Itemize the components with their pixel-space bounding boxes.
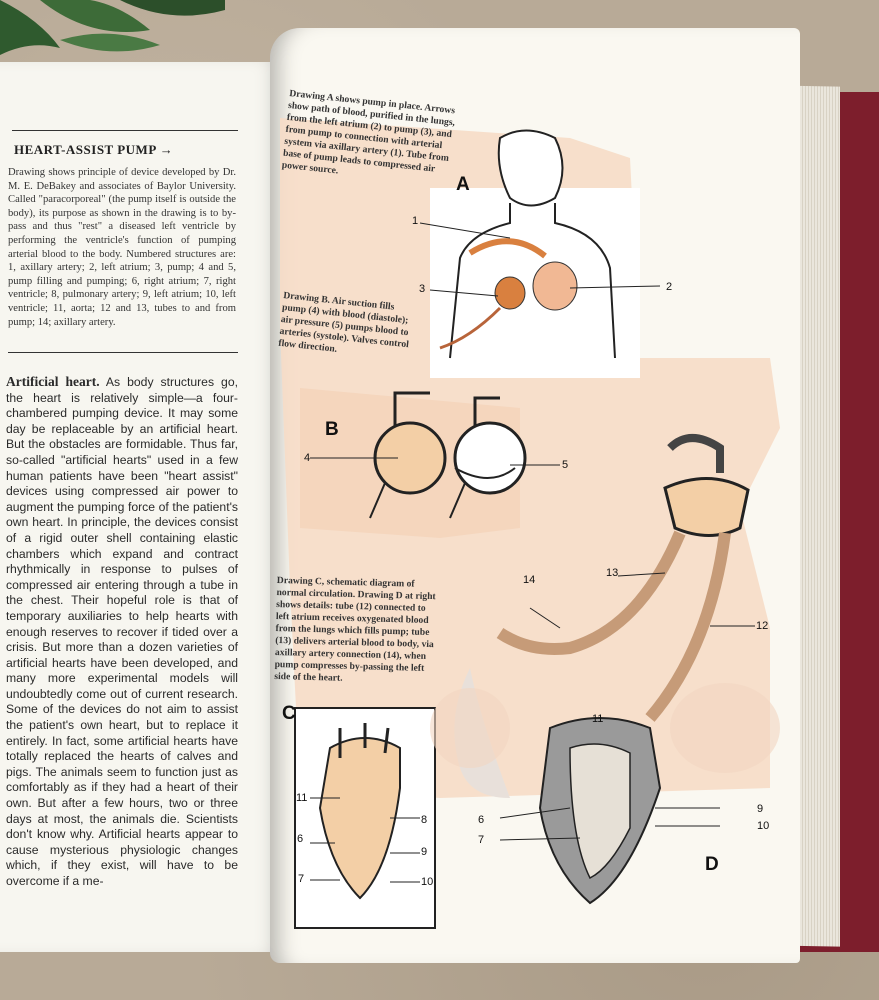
callout-c-6: 6 [297, 833, 304, 845]
callout-13: 13 [606, 567, 619, 579]
callout-6: 6 [478, 814, 485, 826]
callout-9: 9 [757, 803, 764, 815]
label-b: B [325, 419, 339, 440]
body-text: As body structures go, the heart is relatively simple—a four-chambered pumping device. It may some day be replaceable by an artificial heart. But the obstacles are formidable. Thus far, so-called "artificial hearts" used in a few human patients have been "heart assist" devices using compressed air power to augment the pumping force of the patient's own heart. In principle, the devices consist of a rigid outer shell containing elastic chambers which expand and contract rhythmically in response to pulses of compressed air entering through a tube in the chest. Their hopeful role is that of temporary auxiliaries to help hearts with enough reserves to recover if tided over a crisis. But more than a dozen varieties of artificial hearts have been developed, and many more experimental models will undoubtedly come out of current research. Some of the devices do not aim to assist the patient's own heart, but to replace it entirely. In fact, some artificial hearts have totally replaced the hearts of calves and pigs. The animals seem to function just as comfortably as if they had a heart of their own. But after a few hours, two or three days at most, the animals die. Scientists don't know why. Artificial hearts appear to cause mysterious physiologic changes which, if they exist, will have to be overcome if a me- [6, 375, 238, 888]
label-a: A [456, 174, 470, 195]
callout-c-10: 10 [421, 876, 434, 888]
callout-7: 7 [478, 834, 485, 846]
caption-rule [8, 352, 238, 353]
article-body [6, 374, 238, 890]
callout-12: 12 [756, 620, 769, 632]
callout-11: 11 [592, 713, 604, 725]
caption-drawing-c: Drawing C, schematic diagram of normal circulation. Drawing D at right shows details: tube (12) connected to left atrium receives oxygenated blood from the lungs which fills pump; tube (13) delivers arterial blood to body, via axillary artery connection (14), when pump compresses by-passing the left side of the heart. [274, 575, 436, 684]
callout-14: 14 [523, 574, 536, 586]
callout-4: 4 [304, 452, 311, 464]
callout-5: 5 [562, 459, 569, 471]
callout-1: 1 [412, 215, 419, 227]
pump-caption: Drawing shows principle of device developed by Dr. M. E. DeBakey and associates of Baylor University. Called "paracorporeal" (the pump itself is outside the body), its purpose as shown in the drawing is to by-pass and thus "rest" a diseased left ventricle by performing the ventricle's function of pumping arterial blood to the body. Numbered structures are: 1, axillary artery; 2, left atrium; 3, pump; 4 and 5, pump filling and pumping; 6, right atrium; 7, right ventricle; 8, pulmonary artery; 9, left atrium; 10, left ventricle; 11, aorta; 12 and 13, tubes to and from pump; 14; axillary artery. [8, 167, 236, 328]
section-heading: HEART-ASSIST PUMP → [14, 142, 174, 157]
label-c: C [282, 703, 296, 724]
label-d: D [705, 854, 719, 875]
callout-2: 2 [666, 281, 673, 293]
callout-10: 10 [757, 820, 770, 832]
caption-drawing-b: Drawing B. Air suction fills pump (4) with blood (diastole); air pressure (5) pumps blood to arteries (systole). Valves control flow direction. [277, 290, 410, 355]
body-lead: Artificial heart. [6, 374, 100, 389]
callout-c-9: 9 [421, 846, 428, 858]
callout-3: 3 [419, 283, 426, 295]
drawing-c-figure [295, 708, 435, 928]
top-rule [12, 130, 238, 131]
callout-c-11: 11 [296, 792, 308, 804]
callout-c-8: 8 [421, 814, 428, 826]
caption-drawing-a: Drawing A shows pump in place. Arrows show path of blood, purified in the lungs, from the left atrium (2) to pump (3), and from pump to connection with arterial system via axillary artery (1). Tube from base of pump leads to compressed air power source. [281, 88, 456, 177]
callout-c-7: 7 [298, 873, 305, 885]
plant-leaves-image [0, 0, 230, 70]
